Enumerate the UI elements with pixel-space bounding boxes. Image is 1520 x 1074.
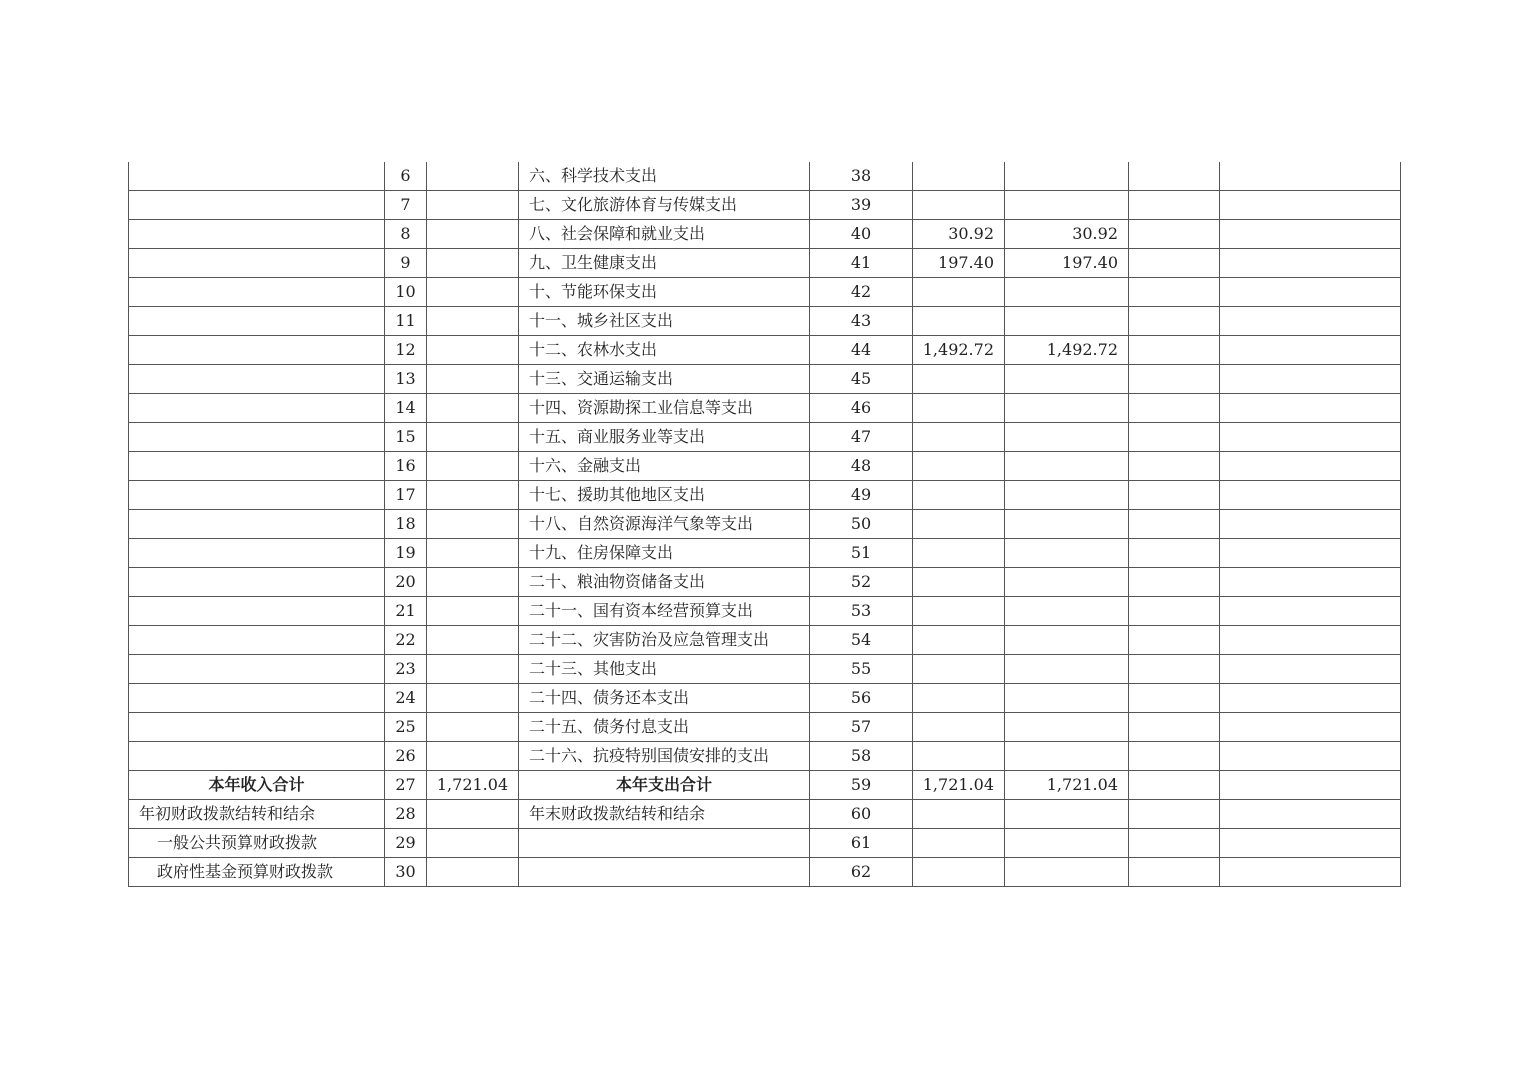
income-amount	[427, 452, 519, 481]
other-amount	[1220, 742, 1401, 771]
fund-budget-amount	[1129, 481, 1220, 510]
expense-total-amount	[913, 278, 1005, 307]
income-amount	[427, 191, 519, 220]
expense-line-number: 38	[810, 162, 913, 191]
general-budget-amount	[1005, 307, 1129, 336]
table-row	[129, 307, 1401, 336]
fund-budget-amount	[1129, 278, 1220, 307]
other-amount	[1220, 336, 1401, 365]
expense-total-amount	[913, 655, 1005, 684]
income-line-number: 24	[385, 684, 427, 713]
income-item-name	[129, 365, 385, 394]
expense-item-name: 十六、金融支出	[519, 452, 810, 481]
income-amount	[427, 510, 519, 539]
table-row	[129, 249, 1401, 278]
expense-line-number: 39	[810, 191, 913, 220]
fund-budget-amount	[1129, 336, 1220, 365]
income-item-name	[129, 191, 385, 220]
other-amount	[1220, 655, 1401, 684]
table-row	[129, 742, 1401, 771]
expense-line-number: 41	[810, 249, 913, 278]
income-line-number: 11	[385, 307, 427, 336]
general-budget-amount	[1005, 568, 1129, 597]
income-item-name: 本年收入合计	[129, 771, 385, 800]
table-row	[129, 771, 1401, 800]
income-line-number: 6	[385, 162, 427, 191]
expense-line-number: 58	[810, 742, 913, 771]
income-item-name: 一般公共预算财政拨款	[129, 829, 385, 858]
fund-budget-amount	[1129, 655, 1220, 684]
expense-total-amount: 1,492.72	[913, 336, 1005, 365]
fund-budget-amount	[1129, 597, 1220, 626]
income-amount	[427, 539, 519, 568]
table-row	[129, 684, 1401, 713]
expense-item-name: 十七、援助其他地区支出	[519, 481, 810, 510]
table-row	[129, 626, 1401, 655]
income-item-name	[129, 568, 385, 597]
expense-total-amount	[913, 481, 1005, 510]
general-budget-amount	[1005, 365, 1129, 394]
other-amount	[1220, 423, 1401, 452]
table-row	[129, 394, 1401, 423]
expense-total-amount	[913, 307, 1005, 336]
expense-total-amount	[913, 162, 1005, 191]
expense-item-name: 本年支出合计	[519, 771, 810, 800]
income-amount	[427, 307, 519, 336]
income-amount	[427, 394, 519, 423]
income-item-name	[129, 655, 385, 684]
fund-budget-amount	[1129, 684, 1220, 713]
other-amount	[1220, 249, 1401, 278]
expense-item-name: 二十一、国有资本经营预算支出	[519, 597, 810, 626]
expense-item-name: 二十六、抗疫特别国债安排的支出	[519, 742, 810, 771]
general-budget-amount	[1005, 510, 1129, 539]
table-row	[129, 452, 1401, 481]
income-amount: 1,721.04	[427, 771, 519, 800]
general-budget-amount	[1005, 713, 1129, 742]
general-budget-amount	[1005, 539, 1129, 568]
expense-line-number: 45	[810, 365, 913, 394]
other-amount	[1220, 568, 1401, 597]
income-amount	[427, 713, 519, 742]
expense-line-number: 42	[810, 278, 913, 307]
general-budget-amount: 1,492.72	[1005, 336, 1129, 365]
expense-item-name: 十一、城乡社区支出	[519, 307, 810, 336]
other-amount	[1220, 626, 1401, 655]
income-amount	[427, 742, 519, 771]
expense-total-amount: 1,721.04	[913, 771, 1005, 800]
fund-budget-amount	[1129, 568, 1220, 597]
income-item-name	[129, 626, 385, 655]
fund-budget-amount	[1129, 626, 1220, 655]
fund-budget-amount	[1129, 858, 1220, 887]
expense-total-amount: 30.92	[913, 220, 1005, 249]
expense-line-number: 55	[810, 655, 913, 684]
general-budget-amount: 197.40	[1005, 249, 1129, 278]
general-budget-amount	[1005, 800, 1129, 829]
general-budget-amount	[1005, 655, 1129, 684]
income-item-name	[129, 336, 385, 365]
expense-line-number: 49	[810, 481, 913, 510]
table-row	[129, 713, 1401, 742]
expense-item-name: 二十四、债务还本支出	[519, 684, 810, 713]
fund-budget-amount	[1129, 365, 1220, 394]
expense-total-amount	[913, 568, 1005, 597]
expense-line-number: 60	[810, 800, 913, 829]
expense-total-amount	[913, 829, 1005, 858]
general-budget-amount	[1005, 481, 1129, 510]
table-row	[129, 655, 1401, 684]
income-line-number: 18	[385, 510, 427, 539]
fund-budget-amount	[1129, 452, 1220, 481]
expense-line-number: 51	[810, 539, 913, 568]
general-budget-amount	[1005, 423, 1129, 452]
income-line-number: 12	[385, 336, 427, 365]
fund-budget-amount	[1129, 539, 1220, 568]
income-item-name	[129, 220, 385, 249]
income-amount	[427, 162, 519, 191]
income-line-number: 10	[385, 278, 427, 307]
income-amount	[427, 220, 519, 249]
income-line-number: 14	[385, 394, 427, 423]
other-amount	[1220, 713, 1401, 742]
general-budget-amount	[1005, 829, 1129, 858]
table-row	[129, 191, 1401, 220]
income-line-number: 19	[385, 539, 427, 568]
expense-item-name: 十、节能环保支出	[519, 278, 810, 307]
income-amount	[427, 684, 519, 713]
other-amount	[1220, 191, 1401, 220]
expense-total-amount: 197.40	[913, 249, 1005, 278]
general-budget-amount	[1005, 162, 1129, 191]
expense-line-number: 53	[810, 597, 913, 626]
fund-budget-amount	[1129, 423, 1220, 452]
expense-line-number: 48	[810, 452, 913, 481]
expense-line-number: 57	[810, 713, 913, 742]
general-budget-amount	[1005, 394, 1129, 423]
table-row	[129, 162, 1401, 191]
expense-item-name	[519, 829, 810, 858]
income-item-name	[129, 597, 385, 626]
income-line-number: 8	[385, 220, 427, 249]
income-line-number: 26	[385, 742, 427, 771]
income-item-name	[129, 307, 385, 336]
table-row	[129, 336, 1401, 365]
table-row	[129, 597, 1401, 626]
fund-budget-amount	[1129, 771, 1220, 800]
expense-item-name: 二十、粮油物资储备支出	[519, 568, 810, 597]
expense-line-number: 43	[810, 307, 913, 336]
income-amount	[427, 597, 519, 626]
income-amount	[427, 800, 519, 829]
table-row	[129, 800, 1401, 829]
other-amount	[1220, 539, 1401, 568]
general-budget-amount	[1005, 626, 1129, 655]
income-item-name	[129, 742, 385, 771]
expense-item-name: 二十三、其他支出	[519, 655, 810, 684]
table-row	[129, 539, 1401, 568]
income-line-number: 13	[385, 365, 427, 394]
other-amount	[1220, 452, 1401, 481]
expense-item-name: 十三、交通运输支出	[519, 365, 810, 394]
table-row	[129, 423, 1401, 452]
income-line-number: 22	[385, 626, 427, 655]
income-line-number: 17	[385, 481, 427, 510]
general-budget-amount	[1005, 742, 1129, 771]
income-amount	[427, 481, 519, 510]
expense-line-number: 62	[810, 858, 913, 887]
fund-budget-amount	[1129, 829, 1220, 858]
income-amount	[427, 858, 519, 887]
income-item-name	[129, 684, 385, 713]
table-body	[129, 162, 1401, 887]
other-amount	[1220, 278, 1401, 307]
income-line-number: 16	[385, 452, 427, 481]
expense-item-name: 十九、住房保障支出	[519, 539, 810, 568]
income-line-number: 23	[385, 655, 427, 684]
fund-budget-amount	[1129, 249, 1220, 278]
table-row	[129, 510, 1401, 539]
expense-item-name: 十八、自然资源海洋气象等支出	[519, 510, 810, 539]
expense-total-amount	[913, 365, 1005, 394]
table-row	[129, 278, 1401, 307]
expense-line-number: 47	[810, 423, 913, 452]
income-amount	[427, 829, 519, 858]
expense-item-name: 二十二、灾害防治及应急管理支出	[519, 626, 810, 655]
expense-item-name: 十二、农林水支出	[519, 336, 810, 365]
general-budget-amount	[1005, 278, 1129, 307]
expense-total-amount	[913, 684, 1005, 713]
expense-total-amount	[913, 626, 1005, 655]
table-row	[129, 829, 1401, 858]
other-amount	[1220, 800, 1401, 829]
expense-total-amount	[913, 742, 1005, 771]
fund-budget-amount	[1129, 162, 1220, 191]
expense-total-amount	[913, 858, 1005, 887]
income-item-name	[129, 278, 385, 307]
general-budget-amount	[1005, 684, 1129, 713]
income-amount	[427, 423, 519, 452]
general-budget-amount	[1005, 452, 1129, 481]
income-item-name	[129, 481, 385, 510]
expense-total-amount	[913, 423, 1005, 452]
general-budget-amount: 1,721.04	[1005, 771, 1129, 800]
income-amount	[427, 365, 519, 394]
expense-total-amount	[913, 191, 1005, 220]
income-item-name	[129, 510, 385, 539]
expense-item-name: 十五、商业服务业等支出	[519, 423, 810, 452]
income-item-name	[129, 713, 385, 742]
expense-item-name: 七、文化旅游体育与传媒支出	[519, 191, 810, 220]
other-amount	[1220, 510, 1401, 539]
fund-budget-amount	[1129, 713, 1220, 742]
other-amount	[1220, 307, 1401, 336]
income-line-number: 20	[385, 568, 427, 597]
other-amount	[1220, 162, 1401, 191]
income-item-name	[129, 539, 385, 568]
income-amount	[427, 568, 519, 597]
income-item-name	[129, 452, 385, 481]
expense-total-amount	[913, 394, 1005, 423]
expense-item-name: 二十五、债务付息支出	[519, 713, 810, 742]
income-amount	[427, 336, 519, 365]
expense-line-number: 50	[810, 510, 913, 539]
expense-line-number: 46	[810, 394, 913, 423]
expense-total-amount	[913, 510, 1005, 539]
expense-total-amount	[913, 713, 1005, 742]
income-amount	[427, 655, 519, 684]
income-line-number: 15	[385, 423, 427, 452]
table-row	[129, 858, 1401, 887]
income-amount	[427, 278, 519, 307]
income-item-name: 年初财政拨款结转和结余	[129, 800, 385, 829]
income-item-name: 政府性基金预算财政拨款	[129, 858, 385, 887]
income-item-name	[129, 423, 385, 452]
expense-item-name: 六、科学技术支出	[519, 162, 810, 191]
income-line-number: 25	[385, 713, 427, 742]
income-line-number: 9	[385, 249, 427, 278]
table-row	[129, 481, 1401, 510]
income-item-name	[129, 162, 385, 191]
other-amount	[1220, 597, 1401, 626]
table-row	[129, 365, 1401, 394]
general-budget-amount	[1005, 597, 1129, 626]
income-line-number: 7	[385, 191, 427, 220]
expense-item-name: 十四、资源勘探工业信息等支出	[519, 394, 810, 423]
income-amount	[427, 249, 519, 278]
fund-budget-amount	[1129, 220, 1220, 249]
expense-line-number: 59	[810, 771, 913, 800]
expense-item-name	[519, 858, 810, 887]
other-amount	[1220, 394, 1401, 423]
other-amount	[1220, 771, 1401, 800]
expense-line-number: 54	[810, 626, 913, 655]
expense-line-number: 40	[810, 220, 913, 249]
other-amount	[1220, 858, 1401, 887]
income-line-number: 28	[385, 800, 427, 829]
income-item-name	[129, 394, 385, 423]
expense-total-amount	[913, 539, 1005, 568]
table-row	[129, 220, 1401, 249]
income-item-name	[129, 249, 385, 278]
fund-budget-amount	[1129, 742, 1220, 771]
general-budget-amount	[1005, 858, 1129, 887]
expense-total-amount	[913, 800, 1005, 829]
expense-total-amount	[913, 597, 1005, 626]
expense-line-number: 44	[810, 336, 913, 365]
expense-line-number: 52	[810, 568, 913, 597]
table-row	[129, 568, 1401, 597]
other-amount	[1220, 365, 1401, 394]
expense-total-amount	[913, 452, 1005, 481]
income-line-number: 29	[385, 829, 427, 858]
fund-budget-amount	[1129, 800, 1220, 829]
general-budget-amount: 30.92	[1005, 220, 1129, 249]
income-line-number: 30	[385, 858, 427, 887]
other-amount	[1220, 829, 1401, 858]
fund-budget-amount	[1129, 394, 1220, 423]
income-amount	[427, 626, 519, 655]
income-line-number: 21	[385, 597, 427, 626]
expense-item-name: 九、卫生健康支出	[519, 249, 810, 278]
fund-budget-amount	[1129, 191, 1220, 220]
other-amount	[1220, 684, 1401, 713]
expense-line-number: 61	[810, 829, 913, 858]
other-amount	[1220, 220, 1401, 249]
other-amount	[1220, 481, 1401, 510]
fund-budget-amount	[1129, 307, 1220, 336]
income-line-number: 27	[385, 771, 427, 800]
expense-item-name: 八、社会保障和就业支出	[519, 220, 810, 249]
fund-budget-amount	[1129, 510, 1220, 539]
expense-line-number: 56	[810, 684, 913, 713]
budget-table	[128, 162, 1401, 887]
expense-item-name: 年末财政拨款结转和结余	[519, 800, 810, 829]
general-budget-amount	[1005, 191, 1129, 220]
